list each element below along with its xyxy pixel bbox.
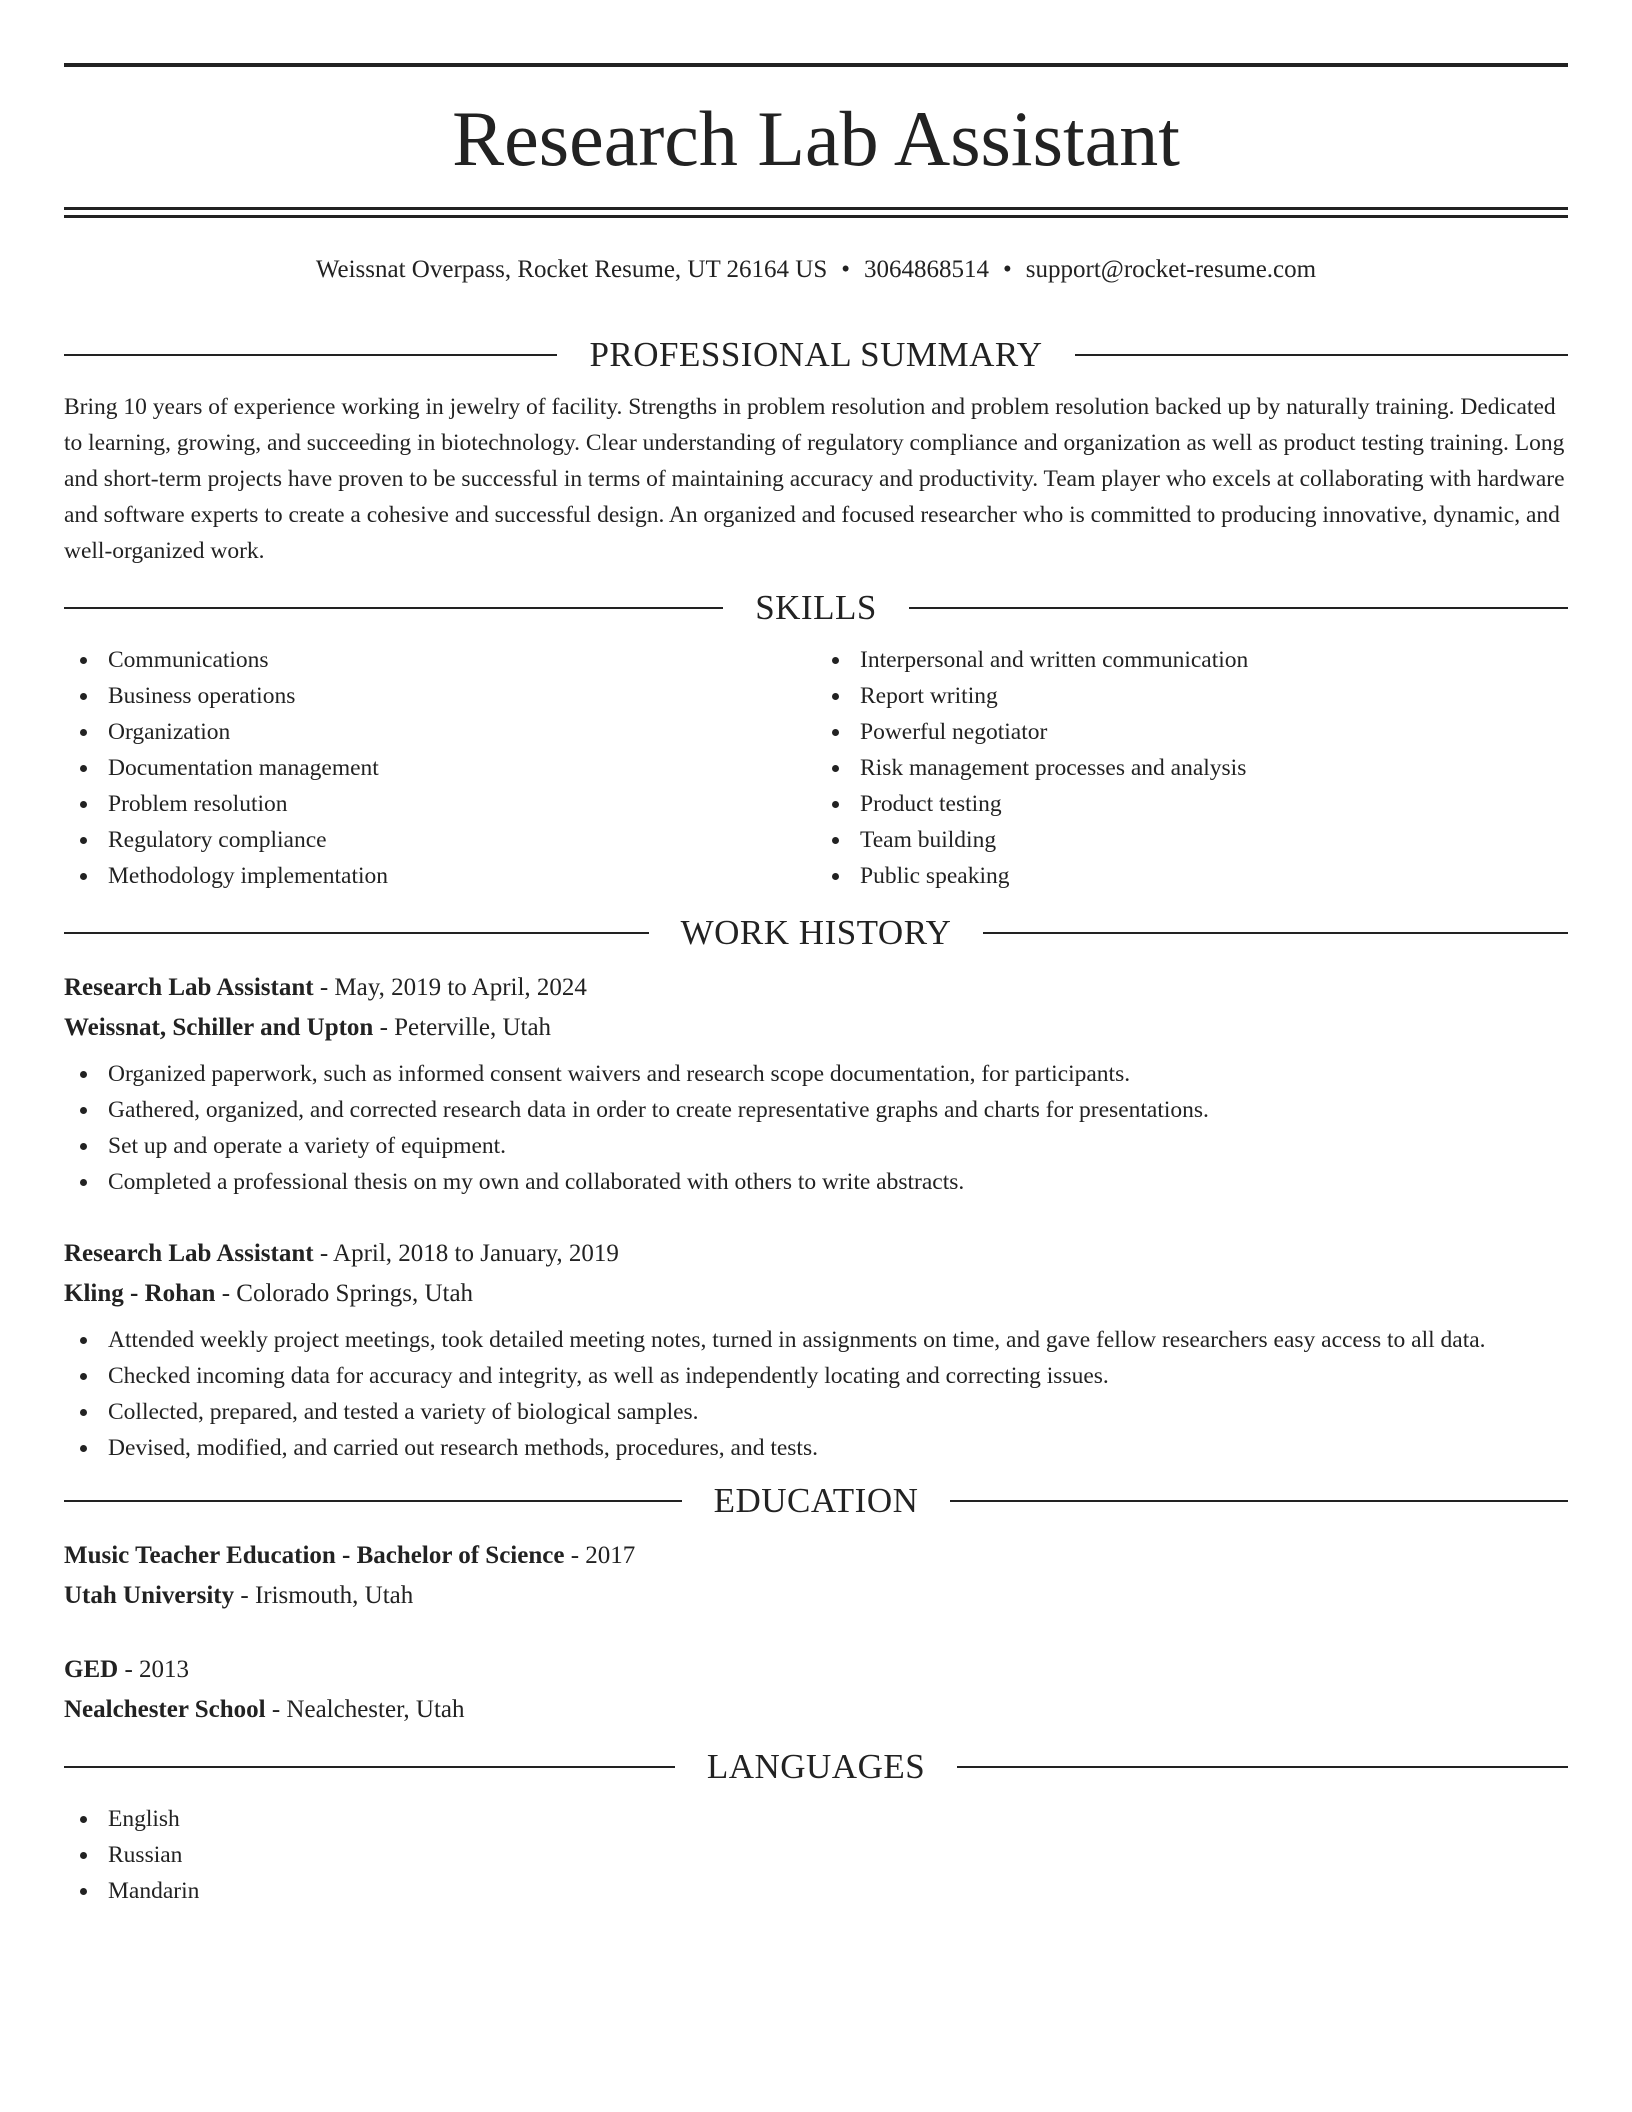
- job-bullets: [64, 1322, 1568, 1466]
- contact-line: [64, 254, 1568, 286]
- contact-phone: 3064868514: [864, 256, 990, 283]
- job-bullet: Devised, modified, and carried out research methods, procedures, and tests.: [64, 1430, 1568, 1466]
- section-title: LANGUAGES: [706, 1747, 926, 1786]
- skill-item: Team building: [816, 822, 1568, 858]
- education-entry: [64, 1650, 1568, 1730]
- heading-rule: [64, 607, 723, 609]
- job-bullet: Completed a professional thesis on my own and collaborated with others to write abstracts.: [64, 1164, 1568, 1200]
- job-title: Research Lab Assistant: [64, 1240, 314, 1267]
- skill-item: Report writing: [816, 678, 1568, 714]
- summary-text: Bring 10 years of experience working in jewelry of facility. Strengths in problem resolution and problem resolution backed up by naturally training. Dedicated to learning, growing, and succeeding in biotechnology. Clear understanding of regulatory compliance and organization as well as product testing training. Long and short-term projects have proven to be successful in terms of maintaining accuracy and productivity. Team player who excels at collaborating with hardware and software experts to create a cohesive and successful design. An organized and focused researcher who is committed to producing innovative, dynamic, and well-organized work.: [64, 394, 1565, 564]
- languages-list: [64, 1801, 1568, 1909]
- education-year: - 2013: [118, 1656, 190, 1683]
- education-location: - Nealchester, Utah: [265, 1696, 465, 1723]
- heading-rule: [909, 607, 1568, 609]
- education-degree-line: [64, 1650, 1568, 1690]
- job-company-line: [64, 1274, 1568, 1314]
- education-school: Nealchester School: [64, 1696, 266, 1723]
- heading-rule: [64, 1500, 682, 1502]
- title-rule-upper: [64, 207, 1568, 210]
- section-heading-languages: [64, 1742, 1568, 1792]
- skills-list: [64, 642, 1568, 894]
- education-degree: GED: [64, 1656, 119, 1683]
- skill-item: Public speaking: [816, 858, 1568, 894]
- skill-item: Organization: [64, 714, 816, 750]
- heading-rule: [64, 932, 649, 934]
- job-title: Research Lab Assistant: [64, 974, 314, 1001]
- skill-item: Regulatory compliance: [64, 822, 816, 858]
- contact-separator: •: [1003, 256, 1012, 283]
- section-heading-education: [64, 1476, 1568, 1526]
- heading-rule: [950, 1500, 1568, 1502]
- job-company-line: [64, 1008, 1568, 1048]
- education-location: - Irismouth, Utah: [234, 1582, 414, 1609]
- job-dates: - May, 2019 to April, 2024: [313, 974, 587, 1001]
- job-bullet: Collected, prepared, and tested a variety of biological samples.: [64, 1394, 1568, 1430]
- top-rule: [64, 63, 1568, 67]
- heading-rule: [1075, 354, 1568, 356]
- education-degree: Music Teacher Education - Bachelor of Science: [64, 1542, 565, 1569]
- section-title: WORK HISTORY: [680, 913, 952, 952]
- job-bullet: Set up and operate a variety of equipment.: [64, 1128, 1568, 1164]
- heading-rule: [983, 932, 1568, 934]
- skills-column-right: [816, 642, 1568, 894]
- job-dates: - April, 2018 to January, 2019: [313, 1240, 619, 1267]
- heading-rule: [64, 1766, 675, 1768]
- skill-item: Communications: [64, 642, 816, 678]
- skill-item: Methodology implementation: [64, 858, 816, 894]
- section-heading-work: [64, 908, 1568, 958]
- job-bullet: Gathered, organized, and corrected research data in order to create representative graphs and charts for presentations.: [64, 1092, 1568, 1128]
- job-bullet: Attended weekly project meetings, took detailed meeting notes, turned in assignments on time, and gave fellow researchers easy access to all data.: [64, 1322, 1568, 1358]
- job-company: Weissnat, Schiller and Upton: [64, 1014, 374, 1041]
- resume-title: Research Lab Assistant: [452, 95, 1180, 182]
- skill-item: Powerful negotiator: [816, 714, 1568, 750]
- job-title-line: [64, 1234, 1568, 1274]
- skill-item: Risk management processes and analysis: [816, 750, 1568, 786]
- education-school-line: [64, 1690, 1568, 1730]
- job-bullet: Checked incoming data for accuracy and integrity, as well as independently locating and correcting issues.: [64, 1358, 1568, 1394]
- section-title: PROFESSIONAL SUMMARY: [589, 335, 1043, 374]
- title-rule-lower: [64, 215, 1568, 218]
- job-location: - Colorado Springs, Utah: [215, 1280, 474, 1307]
- job-entry: [64, 968, 1568, 1200]
- education-school: Utah University: [64, 1582, 235, 1609]
- heading-rule: [957, 1766, 1568, 1768]
- contact-email: support@rocket-resume.com: [1025, 256, 1317, 283]
- heading-rule: [64, 354, 557, 356]
- job-location: - Peterville, Utah: [373, 1014, 552, 1041]
- skill-item: Interpersonal and written communication: [816, 642, 1568, 678]
- job-company: Kling - Rohan: [64, 1280, 216, 1307]
- language-item: English: [64, 1801, 1568, 1837]
- contact-separator: •: [841, 256, 851, 283]
- skills-column-left: [64, 642, 816, 894]
- education-year: - 2017: [564, 1542, 636, 1569]
- section-title: SKILLS: [755, 588, 877, 627]
- skill-item: Product testing: [816, 786, 1568, 822]
- section-heading-summary: [64, 330, 1568, 380]
- skill-item: Problem resolution: [64, 786, 816, 822]
- language-item: Mandarin: [64, 1873, 1568, 1909]
- section-heading-skills: [64, 583, 1568, 633]
- section-title: EDUCATION: [713, 1481, 919, 1520]
- job-entry: [64, 1234, 1568, 1466]
- education-entry: [64, 1536, 1568, 1616]
- job-bullets: [64, 1056, 1568, 1200]
- contact-address: Weissnat Overpass, Rocket Resume, UT 26164 US: [315, 256, 828, 283]
- education-school-line: [64, 1576, 1568, 1616]
- skill-item: Documentation management: [64, 750, 816, 786]
- job-bullet: Organized paperwork, such as informed consent waivers and research scope documentation, for participants.: [64, 1056, 1568, 1092]
- skill-item: Business operations: [64, 678, 816, 714]
- job-title-line: [64, 968, 1568, 1008]
- resume-content: [64, 330, 1568, 1909]
- language-item: Russian: [64, 1837, 1568, 1873]
- education-degree-line: [64, 1536, 1568, 1576]
